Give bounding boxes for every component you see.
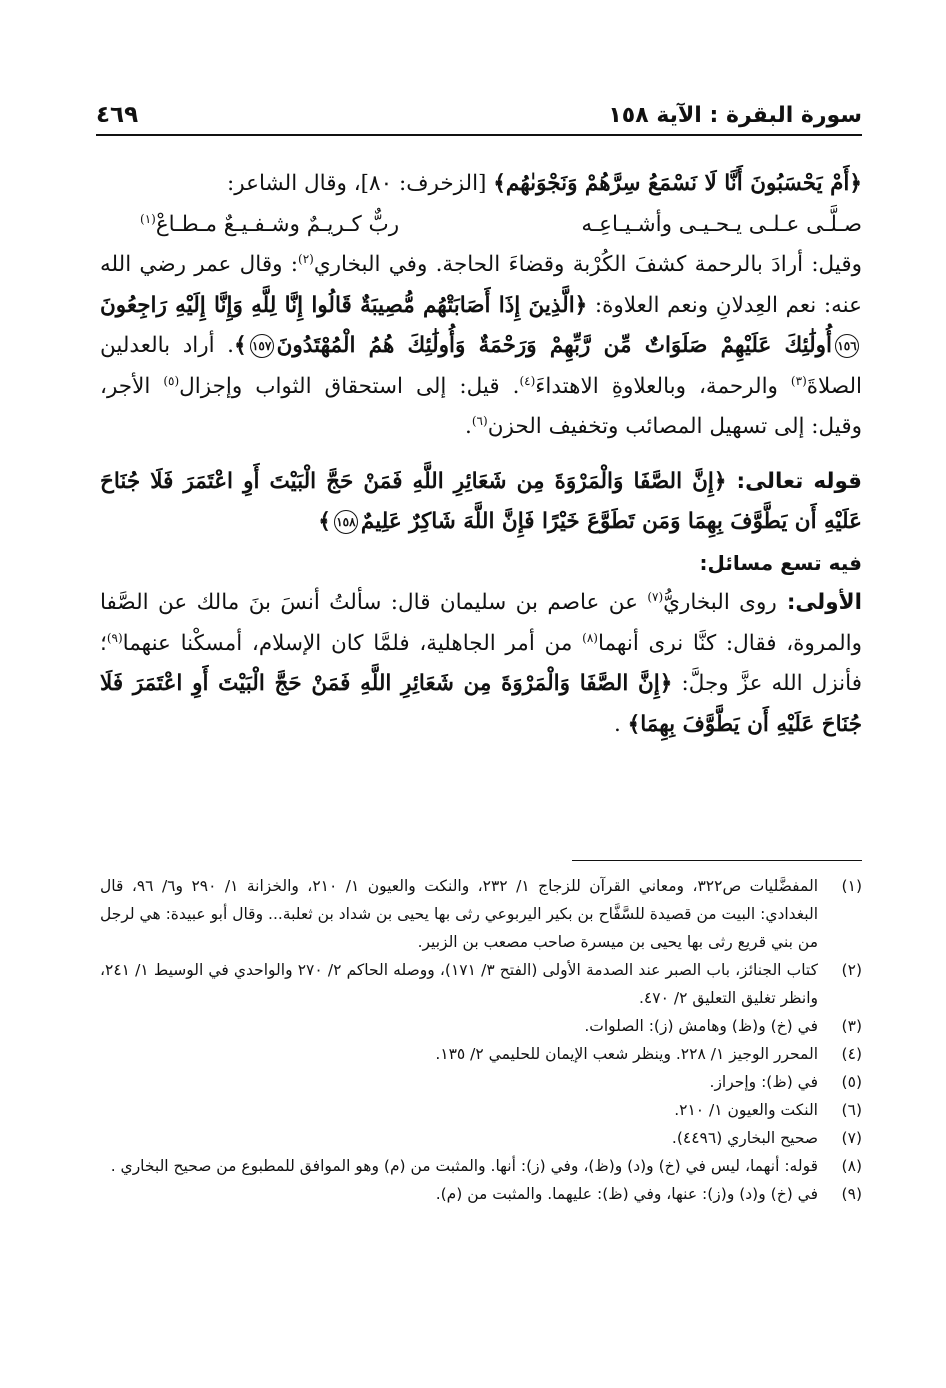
- footnote-number: (٦): [841, 1101, 862, 1119]
- footnote-ref: (٩): [106, 630, 123, 645]
- first-issue-label: الأولى:: [776, 590, 862, 615]
- spacer: [100, 448, 862, 462]
- text-run: .: [613, 711, 628, 737]
- verse-number-marker: ١٥٦: [835, 334, 859, 358]
- page-header: [96, 88, 862, 136]
- footnote: [100, 956, 862, 1012]
- footnote-number: (٤): [841, 1045, 862, 1063]
- footnote-ref: (٣): [790, 373, 807, 388]
- footnote-number: (٨): [841, 1157, 862, 1175]
- footnote-ref: (٤): [519, 373, 536, 388]
- footnote-text: في (خ) و(د) و(ز): عنها، وفي (ظ): عليهما. والمثبت من (م).: [435, 1185, 818, 1203]
- text-run: وقيل: أرادَ بالرحمة كشفَ الكُرْبة وقضاءَ الحاجة. وفي البخاري: [313, 252, 862, 277]
- poem-second-hemistich: [140, 205, 399, 246]
- quran-bracket: ﴾: [234, 333, 247, 358]
- footnote: [100, 1152, 862, 1180]
- text-run: : وقال عمر رضي الله عنه: نعم العِدلانِ ونعم العلاوة:: [100, 252, 862, 318]
- footnote: [100, 1040, 862, 1068]
- footnote-text: كتاب الجنائز، باب الصبر عند الصدمة الأولى (الفتح ٣/ ١٧١)، ووصله الحاكم ٢/ ٢٧٠ والواحدي في الوسيط ١/ ٢٤١، وانظر تغليق التعليق ٢/ ٤٧٠.: [100, 961, 818, 1007]
- footnote: [100, 872, 862, 956]
- poem-first-hemistich: صـلَّـى عـلـى يـحـيـى وأشـيـاعِـه: [581, 211, 862, 237]
- running-title: سورة البقرة : الآية ١٥٨: [608, 103, 862, 128]
- text-run: ؛ فأنزل الله عزَّ وجلَّ:: [100, 630, 862, 696]
- paragraph-mercy: [100, 245, 862, 448]
- footnote-ref: (٨): [582, 630, 598, 645]
- footnote: [100, 1068, 862, 1096]
- text-run: الأجر، وقيل: إلى تسهيل المصائب وتخفيف الحزن: [100, 373, 862, 439]
- quran-quote: ﴿إِنَّ الصَّفَا وَالْمَرْوَةَ مِن شَعَائِرِ اللَّهِ فَمَنْ حَجَّ الْبَيْتَ أَوِ اعْتَمَرَ فَلَا جُنَاحَ عَلَيْهِ أَن يَطَّوَّفَ بِهِمَا وَمَن تَطَوَّعَ خَيْرًا فَإِنَّ اللَّهَ شَاكِرٌ عَلِيمٌ: [100, 468, 862, 534]
- text-run: . أراد بالعدلين الصلاةَ: [100, 333, 863, 399]
- footnote-text: النكت والعيون ١/ ٢١٠.: [674, 1101, 818, 1119]
- footnote: [100, 1096, 862, 1124]
- footnote-ref: (٥): [163, 373, 180, 388]
- footnote-text: قوله: أنهما، ليس في (خ) و(د) و(ظ)، وفي (ز): أنها. والمثبت من (م) وهو الموافق للمطبوع من صحيح البخاري .: [110, 1157, 818, 1175]
- verse-heading: قوله تعالى:: [726, 468, 862, 494]
- footnote-ref: (١): [140, 211, 156, 226]
- verse-paragraph: [100, 462, 862, 543]
- first-issue-paragraph: [100, 583, 862, 745]
- verse-number-marker: ١٥٧: [250, 334, 274, 358]
- verse-number-marker: ١٥٨: [334, 510, 358, 534]
- issues-heading: فيه تسع مسائل:: [699, 550, 862, 575]
- quran-quote: أُولَٰئِكَ عَلَيْهِمْ صَلَوَاتٌ مِّن رَّبِّهِمْ وَرَحْمَةٌ وَأُولَٰئِكَ هُمُ الْمُهْتَدُونَ: [276, 333, 833, 358]
- page-number: ٤٦٩: [96, 102, 139, 128]
- quran-quote: ﴿أَمْ يَحْسَبُونَ أَنَّا لَا نَسْمَعُ سِرَّهُمْ وَنَجْوَىٰهُم﴾: [493, 171, 862, 196]
- text-run: عن عاصم بن سليمان قال: سألتُ أنسَ بنَ مالك عن الصَّفا والمروة، فقال: كنَّا نرى أنهما: [100, 590, 862, 656]
- footnote-text: صحيح البخاري (٤٤٩٦).: [671, 1129, 818, 1147]
- footnote: [100, 1012, 862, 1040]
- footnote-number: (٧): [841, 1129, 862, 1147]
- footnote-text: المحرر الوجيز ١/ ٢٢٨. وينظر شعب الإيمان للحليمي ٢/ ١٣٥.: [435, 1045, 818, 1063]
- footnotes: [100, 872, 862, 1208]
- footnote-divider: [572, 860, 862, 861]
- text-run: . قيل: إلى استحقاق الثواب وإجزال: [179, 373, 520, 399]
- footnote-ref: (٢): [298, 251, 314, 266]
- footnote: [100, 1124, 862, 1152]
- footnote-number: (١): [841, 877, 862, 895]
- footnote-number: (٣): [841, 1017, 862, 1035]
- footnote-number: (٥): [841, 1073, 862, 1091]
- quote-line: [100, 164, 862, 205]
- footnote-text: المفضَّليات ص٣٢٢، ومعاني القرآن للزجاج ١/ ٢٣٢، والنكت والعيون ١/ ٢١٠، والخزانة ١/ ٢٩٠ و٦/ ٩٦، قال البغدادي: البيت من قصيدة للسَّفَّاح بن بكير اليربوعي رثى بها يحيى بن شداد بن ثعلبة... وقال أبو عبيدة: هي لرجل من بني قريع رثى بها يحيى بن ميسرة صاحب مصعب بن الزبير.: [100, 877, 819, 951]
- text-run: روى البخاريُّ: [663, 590, 777, 615]
- footnote-number: (٩): [841, 1185, 862, 1203]
- quran-quote: ﴿إِنَّ الصَّفَا وَالْمَرْوَةَ مِن شَعَائِرِ اللَّهِ فَمَنْ حَجَّ الْبَيْتَ أَوِ اعْتَمَرَ فَلَا جُنَاحَ عَلَيْهِ أَن يَطَّوَّفَ بِهِمَا﴾: [100, 671, 862, 737]
- quote-reference: [الزخرف: ٨٠]، وقال الشاعر:: [227, 171, 494, 196]
- quran-bracket: ﴾: [318, 509, 331, 534]
- poem-second-text: ربٌّ كـريـمٌ وشـفـيـعٌ مـطـاعْ: [155, 211, 400, 237]
- main-text: [100, 164, 862, 745]
- footnote-text: في (ظ): وإحراز.: [709, 1073, 818, 1091]
- quran-quote: ﴿الَّذِينَ إِذَا أَصَابَتْهُم مُّصِيبَةٌ قَالُوا إِنَّا لِلَّهِ وَإِنَّا إِلَيْهِ رَاجِعُونَ: [100, 292, 588, 318]
- footnote-text: في (خ) و(ظ) وهامش (ز): الصلوات.: [584, 1017, 818, 1035]
- footnote: [100, 1180, 862, 1208]
- footnote-number: (٢): [841, 961, 862, 979]
- text-run: والرحمة، وبالعلاوةِ الاهتداءَ: [535, 373, 791, 399]
- text-run: .: [465, 414, 472, 439]
- footnote-ref: (٦): [471, 413, 488, 428]
- poem-verse: [100, 205, 862, 246]
- text-run: من أمر الجاهلية، فلمَّا كان الإسلام، أمسكْنا عنهما: [122, 630, 583, 656]
- footnote-ref: (٧): [647, 589, 664, 604]
